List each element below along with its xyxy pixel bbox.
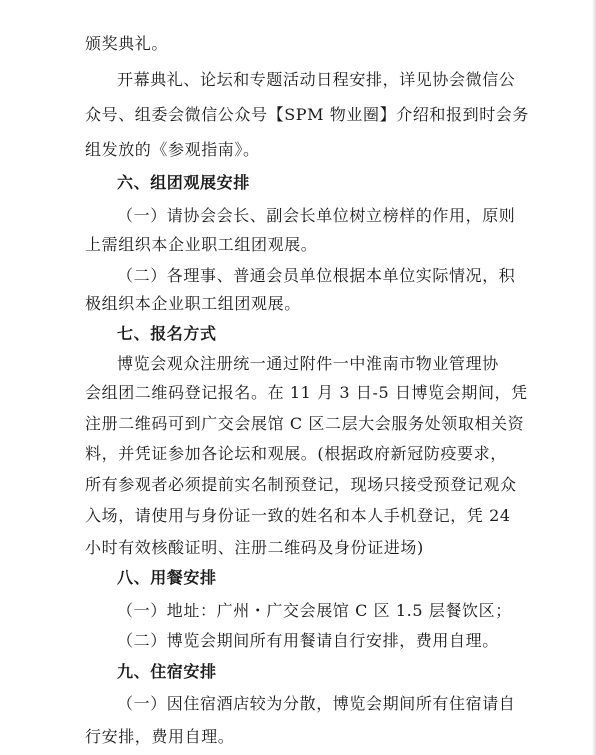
section-heading: 八、用餐安排 xyxy=(117,568,217,587)
text-line: 行安排，费用自理。 xyxy=(85,727,235,746)
text-line: 会组团二维码登记报名。在 11 月 3 日-5 日博览会期间，凭 xyxy=(85,383,528,402)
scan-edge-shadow xyxy=(592,0,596,755)
text-line: 所有参观者必须提前实名制预登记，现场只接受预登记观众 xyxy=(85,475,517,494)
text-line: 开幕典礼、论坛和专题活动日程安排，详见协会微信公 xyxy=(117,70,516,89)
text-line: （一）请协会会长、副会长单位树立榜样的作用，原则 xyxy=(117,206,516,225)
text-line: 料，并凭证参加各论坛和观展。(根据政府新冠防疫要求， xyxy=(85,444,507,463)
text-line: （二）各理事、普通会员单位根据本单位实际情况，积 xyxy=(117,266,516,285)
text-line: 博览会观众注册统一通过附件一中淮南市物业管理协 xyxy=(117,354,499,373)
text-line: （一）因住宿酒店较为分散，博览会期间所有住宿请自 xyxy=(117,694,516,713)
section-heading: 七、报名方式 xyxy=(117,324,217,343)
text-line: 入场，请使用与身份证一致的姓名和本人手机登记，凭 24 xyxy=(85,506,511,525)
text-line: 注册二维码可到广交会展馆 C 区二层大会服务处领取相关资 xyxy=(85,414,525,433)
text-line: 上需组织本企业职工组团观展。 xyxy=(85,235,318,254)
text-line: 组发放的《参观指南》。 xyxy=(85,140,260,159)
section-heading: 六、组团观展安排 xyxy=(117,173,250,192)
text-line: 颁奖典礼。 xyxy=(85,34,169,53)
text-line: （一）地址：广州・广交会展馆 C 区 1.5 层餐饮区； xyxy=(117,601,512,620)
text-line: 众号、组委会微信公众号【SPM 物业圈】介绍和报到时会务 xyxy=(85,105,529,124)
text-line: （二）博览会期间所有用餐请自行安排，费用自理。 xyxy=(117,631,499,650)
text-line: 小时有效核酸证明、注册二维码及身份证进场) xyxy=(85,538,424,557)
text-line: 极组织本企业职工组团观展。 xyxy=(85,294,301,313)
section-heading: 九、住宿安排 xyxy=(117,662,217,681)
